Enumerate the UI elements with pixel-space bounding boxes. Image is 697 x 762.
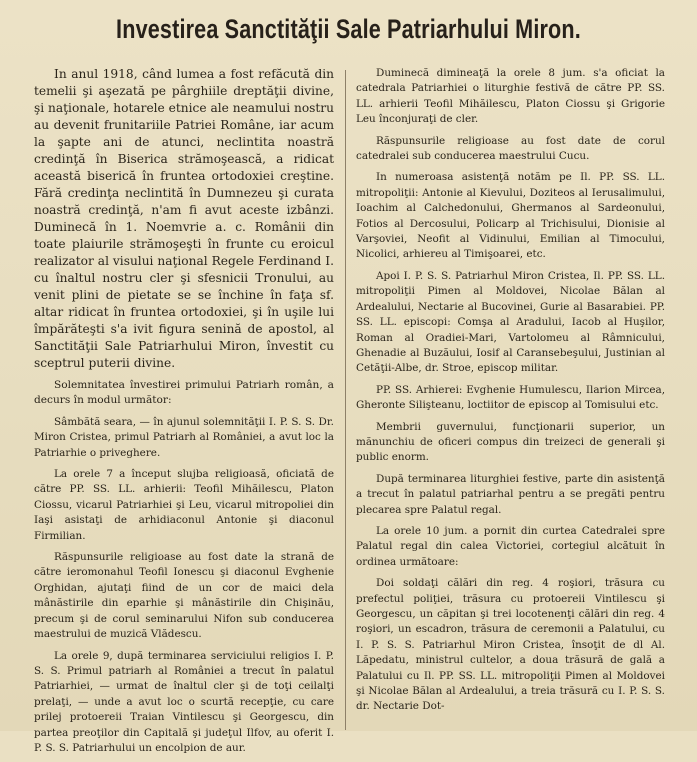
article-title: Investirea Sanctităţii Sale Patriarhului Miron. (116, 14, 581, 44)
lead-paragraph: In anul 1918, când lumea a fost refăcută din temelii şi aşezată pe pârghiile dreptăţii divine, şi naţionale, hotarele etnice ale neamului nostru au devenit frunitariile Patriei Române, iar acum la şapte ani de atunci, neclintita noastră credinţă în Biserica strămoşească, a ridicat această biserică în fruntea ortodoxiei creştine. Fără credinţa neclintită în Dumnezeu şi curata noastră credinţă, n'am fi avut aceste izbânzi. Duminecă în 1. Noemvrie a. c. Românii din toate plaiurile strămoşeşti în frunte cu eroicul realizator al visului naţional Regele Ferdinand I. cu înaltul nostru cler şi sfesnicii Tronului, au venit plini de pietate se se închine în faţa sf. altar ridicat în fruntea ortodoxiei, şi în uşile lui împărăteşti s'a ivit figura senină de apostol, al Sanctităţii Sale Patriarhului Miron, învestit cu sceptrul puterii divine. (34, 67, 334, 370)
paragraph: Sâmbătă seara, — în ajunul solemnităţii I. P. S. S. Dr. Miron Cristea, primul Patriarh al României, a avut loc la Patriarhie o priveghere. (34, 415, 334, 459)
paragraph: După terminarea liturghiei festive, parte din asistenţă a trecut în palatul patriarhal pentru a se pregăti pentru plecarea spre Palatul regal. (356, 472, 665, 516)
column-divider (345, 70, 346, 730)
paragraph: La orele 10 jum. a pornit din curtea Catedralei spre Palatul regal din calea Victoriei, cortegiul alcătuit în ordinea următoare: (356, 524, 665, 568)
paragraph: Duminecă dimineaţă la orele 8 jum. s'a oficiat la catedrala Patriarhiei o liturghie festivă de către PP. SS. LL. arhierii Teofil Mihăilescu, Platon Ciossu şi Grigorie Leu înconjuraţi de cler. (356, 67, 665, 126)
paragraph: PP. SS. Arhierei: Evghenie Humulescu, Ilarion Mircea, Gheronte Silişteanu, loctiitor de episcop al Tomisului etc. (356, 383, 665, 412)
paragraph: Răspunsurile religioase au fost date la strană de către ieromonahul Teofil Ionescu şi diaconul Evghenie Orghidan, ajutaţi fiind de un cor de maici dela mânăstirile din eparhie şi mânăstirile din Chişinău, precum şi de corul seminarului Nifon sub conducerea maestrului de muzică Vlădescu. (34, 551, 334, 641)
paragraph: Doi soldaţi călări din reg. 4 roşiori, trăsura cu prefectul poliţiei, trăsura cu protoereii Vintilescu şi Georgescu, un căpitan şi trei locotenenţi călări din reg. 4 roşiori, un escadron, trăsura de ceremonii a Palatului, cu I. P. S. S. Patriarhul Miron Cristea, însoţit de dl Al. Lăpedatu, ministrul cultelor, a doua trăsură de gală a Palatului cu Il. PP. SS. LL. mitropoliţii Pimen al Moldovei şi Nicolae Bălan al Ardealului, a treia trăsură cu I. P. S. S. dr. Nectarie Dot- (356, 577, 665, 713)
paragraph: Solemnitatea învestirei primului Patriarh român, a decurs în modul următor: (34, 379, 334, 407)
paragraph: Răspunsurile religioase au fost date de corul catedralei sub conducerea maestrului Cucu. (356, 134, 665, 163)
paragraph: In numeroasa asistenţă notăm pe Il. PP. SS. LL. mitropoliţii: Antonie al Kievului, Doziteos al Ierusalimului, Ioachim al Calchedonului, Ghermanos al Sardeonului, Fotios al Dercosului, Policarp al Trichisului, Dionisie al Varşoviei, Neofit al Vidinului, Emilian al Timocului, Nicolici, arhiereu al Timişoarei, etc. (356, 171, 665, 261)
paragraph: Membrii guvernului, funcţionarii superior, un mănunchiu de oficeri compus din treizeci de generali şi public enorm. (356, 420, 665, 464)
right-column (356, 66, 665, 721)
left-column (34, 66, 334, 762)
paragraph: Apoi I. P. S. S. Patriarhul Miron Cristea, Il. PP. SS. LL. mitropoliţii Pimen al Moldovei, Nicolae Bălan al Ardealului, Nectarie al Bucovinei, Gurie al Basarabiei. PP. SS. LL. episcopi: Comşa al Aradului, Iacob al Huşilor, Roman al Oradiei-Mari, Vartolomeu al Râmnicului, Ghenadie al Buzăului, Iosif al Caransebeşului, Justinian al Cetăţii-Albe, dr. Stroe, episcop militar. (356, 269, 665, 375)
paragraph: La orele 7 a început slujba religioasă, oficiată de către PP. SS. LL. arhierii: Teofil Mihăilescu, Platon Ciossu, vicarul Patriarhiei şi Leu, vicarul mitropoliei din Iaşi asistaţi de arhidiaconul Antonie şi diaconul Firmilian. (34, 468, 334, 542)
paragraph: La orele 9, după terminarea serviciului religios I. P. S. S. Primul patriarh al României a trecut în palatul Patriarhiei, — urmat de înaltul cler şi de toţi ceilalţi prelaţi, — unde a avut loc o scurtă recepţie, cu care prilej protoereii Traian Vintilescu şi Georgescu, din partea preoţilor din Capitală şi judeţul Ilfov, au oferit I. P. S. S. Patriarhului un encolpion de aur. (34, 649, 334, 754)
